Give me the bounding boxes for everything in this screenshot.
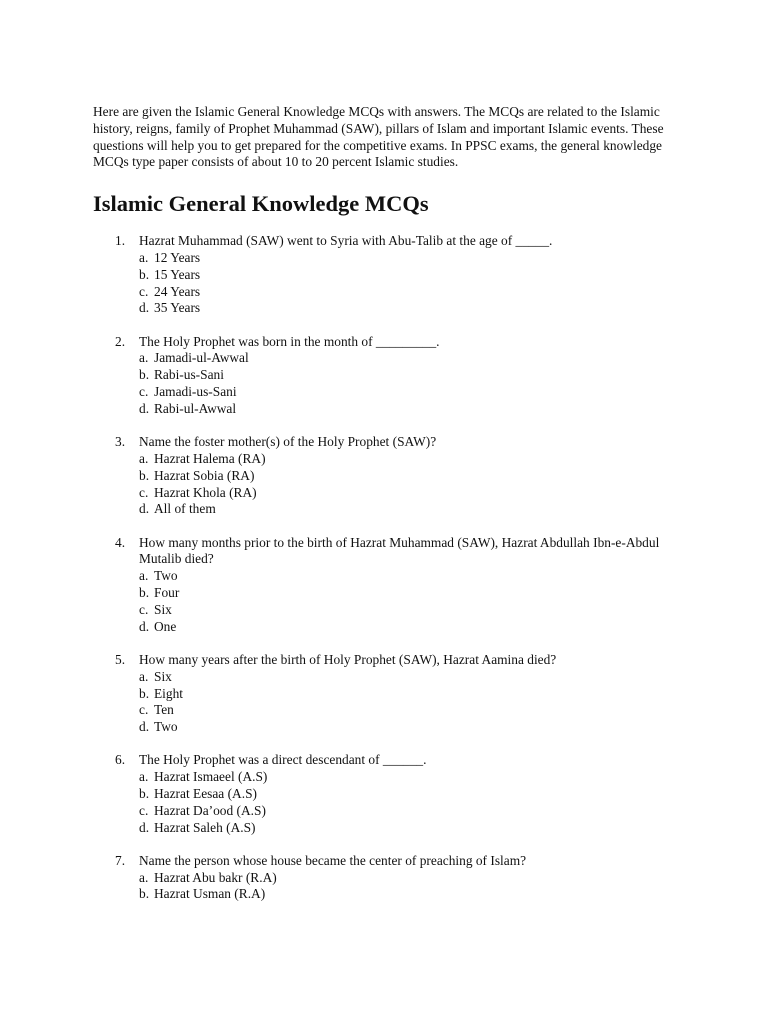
- question-text: The Holy Prophet was born in the month of _________.: [139, 333, 440, 349]
- question-text: How many years after the birth of Holy Prophet (SAW), Hazrat Aamina died?: [139, 651, 557, 667]
- option-text: Six: [154, 668, 172, 684]
- answer-option: [139, 870, 673, 887]
- answer-option: [139, 686, 673, 703]
- option-text: Two: [154, 568, 178, 584]
- question-number: 4.: [115, 534, 126, 550]
- answer-options: [139, 350, 673, 417]
- option-letter: b.: [139, 266, 150, 282]
- answer-option: [139, 803, 673, 820]
- option-letter: a.: [139, 568, 149, 584]
- question-number: 5.: [115, 651, 126, 667]
- answer-option: [139, 769, 673, 786]
- question-item: [93, 434, 673, 518]
- option-text: Six: [154, 601, 172, 617]
- option-text: Hazrat Sobia (RA): [154, 467, 255, 483]
- answer-option: [139, 501, 673, 518]
- question-text: Name the foster mother(s) of the Holy Prophet (SAW)?: [139, 434, 437, 450]
- question-text: Hazrat Muhammad (SAW) went to Syria with Abu-Talib at the age of _____.: [139, 233, 553, 249]
- answer-option: [139, 250, 673, 267]
- question-number: 2.: [115, 333, 126, 349]
- option-letter: b.: [139, 685, 150, 701]
- option-letter: d.: [139, 300, 150, 316]
- answer-option: [139, 669, 673, 686]
- option-text: Rabi-us-Sani: [154, 367, 224, 383]
- answer-option: [139, 786, 673, 803]
- question-item: [93, 535, 673, 636]
- option-letter: c.: [139, 484, 149, 500]
- option-text: 24 Years: [154, 283, 201, 299]
- answer-option: [139, 468, 673, 485]
- answer-options: [139, 769, 673, 836]
- option-text: Rabi-ul-Awwal: [154, 400, 237, 416]
- option-text: Hazrat Da’ood (A.S): [154, 802, 266, 818]
- answer-option: [139, 384, 673, 401]
- question-number: 3.: [115, 434, 126, 450]
- answer-option: [139, 585, 673, 602]
- option-letter: d.: [139, 400, 150, 416]
- option-letter: a.: [139, 869, 149, 885]
- option-letter: a.: [139, 769, 149, 785]
- answer-options: [139, 870, 673, 904]
- option-letter: c.: [139, 384, 149, 400]
- page-title: Islamic General Knowledge MCQs: [93, 191, 429, 217]
- answer-option: [139, 719, 673, 736]
- option-letter: d.: [139, 618, 150, 634]
- question-number: 1.: [115, 233, 126, 249]
- option-letter: b.: [139, 467, 150, 483]
- document-page: [93, 104, 673, 920]
- option-text: Hazrat Khola (RA): [154, 484, 257, 500]
- question-item: [93, 233, 673, 317]
- option-letter: a.: [139, 350, 149, 366]
- option-text: One: [154, 618, 177, 634]
- intro-paragraph: Here are given the Islamic General Knowledge MCQs with answers. The MCQs are related to the Islamic history, reigns, family of Prophet Muhammad (SAW), pillars of Islam and important Islamic events. These questions will help you to get prepared for the competitive exams. In PPSC exams, the general knowledge MCQs type paper consists of about 10 to 20 percent Islamic studies.: [93, 104, 664, 170]
- option-text: 15 Years: [154, 266, 201, 282]
- option-text: 12 Years: [154, 249, 201, 265]
- option-text: Hazrat Halema (RA): [154, 450, 266, 466]
- option-letter: c.: [139, 601, 149, 617]
- answer-option: [139, 485, 673, 502]
- answer-option: [139, 568, 673, 585]
- option-text: Hazrat Ismaeel (A.S): [154, 769, 268, 785]
- answer-option: [139, 451, 673, 468]
- answer-options: [139, 568, 673, 635]
- answer-option: [139, 602, 673, 619]
- option-letter: c.: [139, 802, 149, 818]
- option-letter: a.: [139, 668, 149, 684]
- option-text: 35 Years: [154, 300, 201, 316]
- question-list: [93, 233, 673, 903]
- answer-option: [139, 300, 673, 317]
- option-text: Hazrat Usman (R.A): [154, 886, 266, 902]
- option-letter: b.: [139, 367, 150, 383]
- option-letter: a.: [139, 249, 149, 265]
- option-letter: c.: [139, 702, 149, 718]
- option-text: Two: [154, 719, 178, 735]
- option-text: Jamadi-ul-Awwal: [154, 350, 249, 366]
- option-text: Ten: [154, 702, 174, 718]
- question-text: How many months prior to the birth of Hazrat Muhammad (SAW), Hazrat Abdullah Ibn-e-Abdul Mutalib died?: [139, 534, 660, 567]
- option-letter: c.: [139, 283, 149, 299]
- option-text: All of them: [154, 501, 216, 517]
- option-text: Jamadi-us-Sani: [154, 384, 237, 400]
- answer-option: [139, 820, 673, 837]
- answer-option: [139, 886, 673, 903]
- question-item: [93, 853, 673, 903]
- question-item: [93, 334, 673, 418]
- option-letter: b.: [139, 585, 150, 601]
- answer-option: [139, 367, 673, 384]
- option-text: Hazrat Abu bakr (R.A): [154, 869, 277, 885]
- answer-option: [139, 702, 673, 719]
- answer-option: [139, 284, 673, 301]
- answer-option: [139, 267, 673, 284]
- option-letter: d.: [139, 719, 150, 735]
- option-letter: d.: [139, 501, 150, 517]
- option-letter: b.: [139, 886, 150, 902]
- question-number: 6.: [115, 752, 126, 768]
- answer-option: [139, 350, 673, 367]
- option-text: Eight: [154, 685, 184, 701]
- answer-options: [139, 669, 673, 736]
- question-text: The Holy Prophet was a direct descendant of ______.: [139, 752, 427, 768]
- question-item: [93, 652, 673, 736]
- question-text: Name the person whose house became the center of preaching of Islam?: [139, 852, 527, 868]
- answer-option: [139, 619, 673, 636]
- option-letter: d.: [139, 819, 150, 835]
- option-text: Hazrat Eesaa (A.S): [154, 786, 257, 801]
- answer-options: [139, 250, 673, 317]
- question-item: [93, 752, 673, 836]
- option-text: Hazrat Saleh (A.S): [154, 819, 256, 835]
- answer-options: [139, 451, 673, 518]
- option-letter: b.: [139, 786, 150, 801]
- option-letter: a.: [139, 450, 149, 466]
- question-number: 7.: [115, 852, 126, 868]
- option-text: Four: [154, 585, 180, 601]
- answer-option: [139, 401, 673, 418]
